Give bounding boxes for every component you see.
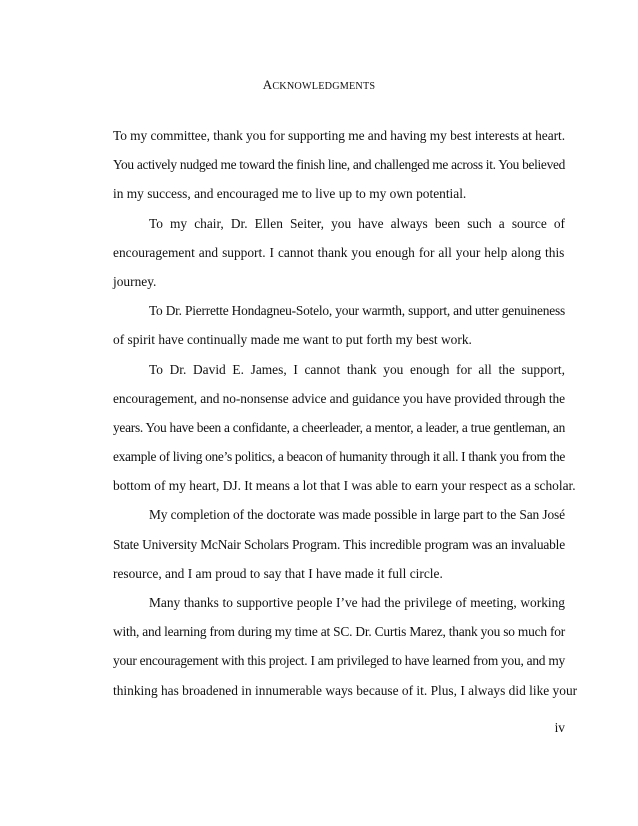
text-line: example of living one’s politics, a beacon of humanity through it all. I thank you from the: [113, 449, 565, 465]
text-line: You actively nudged me toward the finish line, and challenged me across it. You believed: [113, 157, 565, 173]
text-line: encouragement, and no-nonsense advice and guidance you have provided through the: [113, 390, 565, 406]
text-line: thinking has broadened in innumerable ways because of it. Plus, I always did like your: [113, 682, 578, 698]
text-line: journey.: [113, 273, 157, 289]
text-line: To my chair, Dr. Ellen Seiter, you have always been such a source of: [149, 215, 565, 231]
text-line: My completion of the doctorate was made possible in large part to the San José: [149, 507, 565, 523]
page-heading: [0, 76, 638, 96]
text-line: of spirit have continually made me want to put forth my best work.: [113, 332, 472, 348]
text-line: To Dr. Pierrette Hondagneu-Sotelo, your warmth, support, and utter genuineness: [149, 303, 565, 319]
text-line: State University McNair Scholars Program. This incredible program was an invaluable: [113, 536, 565, 552]
text-line: bottom of my heart, DJ. It means a lot that I was able to earn your respect as a scholar.: [113, 478, 576, 494]
text-line: To Dr. David E. James, I cannot thank you enough for all the support,: [149, 361, 565, 377]
text-line: your encouragement with this project. I am privileged to have learned from you, and my: [113, 653, 565, 669]
heading-rest: CKNOWLEDGMENTS: [272, 81, 376, 92]
acknowledgments-body: [113, 121, 578, 705]
text-line: in my success, and encouraged me to live up to my own potential.: [113, 186, 467, 202]
text-line: with, and learning from during my time at SC. Dr. Curtis Marez, thank you so much for: [113, 624, 565, 640]
text-line: encouragement and support. I cannot thank you enough for all your help along this: [113, 244, 565, 260]
text-line: resource, and I am proud to say that I have made it full circle.: [113, 565, 443, 581]
text-line: years. You have been a confidante, a cheerleader, a mentor, a leader, a true gentleman, an: [113, 419, 565, 435]
heading-initial: A: [262, 77, 273, 92]
page-number: iv: [554, 720, 565, 735]
text-line: Many thanks to supportive people I’ve had the privilege of meeting, working: [149, 595, 565, 610]
text-line: To my committee, thank you for supporting me and having my best interests at heart.: [113, 128, 565, 143]
